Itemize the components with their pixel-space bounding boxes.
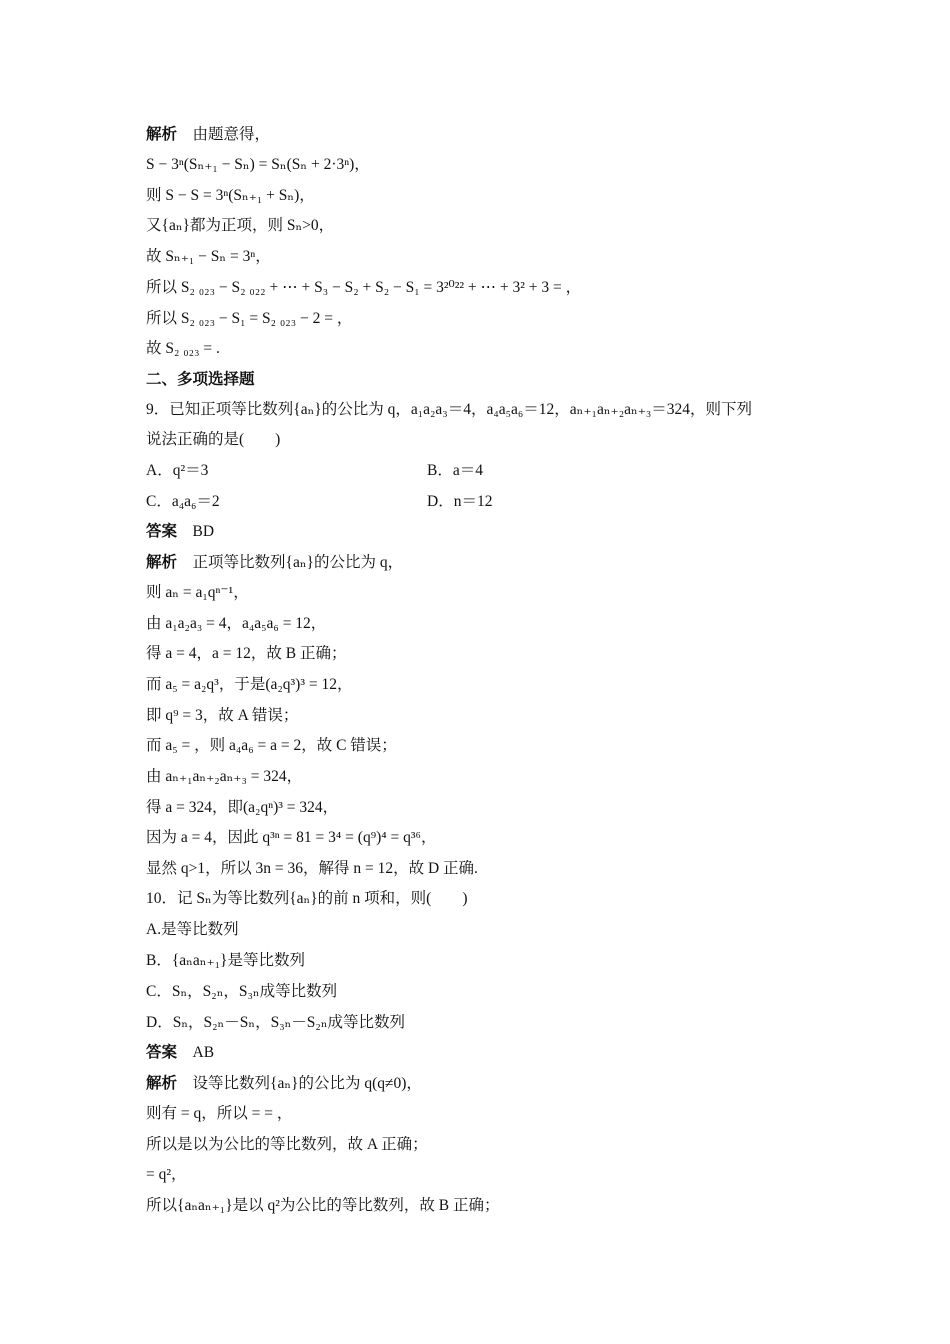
- text-line: 而 a₅ = a₂q³，于是(a₂q³)³ = 12，: [146, 676, 353, 693]
- option-c: C．a₄a₆＝2: [146, 493, 220, 510]
- text-remainder: 正项等比数列{aₙ}的公比为 q，: [177, 554, 404, 571]
- label: 解析: [146, 1075, 178, 1092]
- text-line: 即 q⁹ = 3，故 A 错误；: [146, 707, 299, 724]
- label: 答案: [146, 523, 178, 540]
- text-remainder: BD: [177, 523, 215, 540]
- text-line: 由 a₁a₂a₃ = 4，a₄a₅a₆ = 12，: [146, 615, 327, 632]
- text-line: 则 aₙ = a₁qⁿ⁻¹，: [146, 584, 249, 601]
- text-line: 得 a = 4，a = 12，故 B 正确；: [146, 645, 347, 662]
- option-a: A.是等比数列: [146, 921, 239, 938]
- option-d: D．Sₙ，S₂ₙ－Sₙ，S₃ₙ－S₂ₙ成等比数列: [146, 1014, 406, 1031]
- section-heading: 二、多项选择题: [146, 371, 255, 388]
- text-line: 则 S − S = 3ⁿ(Sₙ₊₁ + Sₙ)，: [146, 187, 315, 204]
- text-line: S − 3ⁿ(Sₙ₊₁ − Sₙ) = Sₙ(Sₙ + 2·3ⁿ)，: [146, 156, 370, 173]
- label: 答案: [146, 1044, 178, 1061]
- label: 解析: [146, 554, 178, 571]
- text-remainder: 由题意得，: [177, 126, 271, 143]
- text-line: 而 a₅ = ，则 a₄a₆ = a = 2，故 C 错误；: [146, 737, 397, 754]
- text-line: 又{aₙ}都为正项，则 Sₙ>0，: [146, 217, 335, 234]
- text-line: 显然 q>1，所以 3n = 36，解得 n = 12，故 D 正确.: [146, 860, 478, 877]
- question-9-line-1: 9．已知正项等比数列{aₙ}的公比为 q，a₁a₂a₃＝4，a₄a₅a₆＝12，aₙ₊₁aₙ₊₂aₙ₊₃＝324，则下列: [146, 401, 753, 418]
- text-remainder: AB: [177, 1044, 215, 1061]
- text-line: [146, 125, 270, 145]
- text-line: = q²，: [146, 1166, 187, 1183]
- option-b: B．a＝4: [427, 462, 483, 479]
- text-line: 故 S₂ ₀₂₃ = .: [146, 340, 220, 357]
- answer-line: [146, 522, 214, 542]
- text-line: 所以 S₂ ₀₂₃ − S₂ ₀₂₂ + ⋯ + S₃ − S₂ + S₂ − S₁ = 3²⁰²² + ⋯ + 3² + 3 = ，: [146, 279, 582, 296]
- option-b: B．{aₙaₙ₊₁}是等比数列: [146, 952, 305, 969]
- text-line: 所以{aₙaₙ₊₁}是以 q²为公比的等比数列，故 B 正确；: [146, 1197, 500, 1214]
- text-line: 得 a = 324，即(a₂qⁿ)³ = 324，: [146, 799, 339, 816]
- answer-line: [146, 1043, 214, 1063]
- question-9-line-2: 说法正确的是( ): [146, 431, 281, 448]
- question-10-line: 10．记 Sₙ为等比数列{aₙ}的前 n 项和，则( ): [146, 890, 468, 907]
- option-d: D．n＝12: [427, 493, 493, 510]
- text-line: 因为 a = 4，因此 q³ⁿ = 81 = 3⁴ = (q⁹)⁴ = q³⁶，: [146, 829, 437, 846]
- text-line: 所以是以为公比的等比数列，故 A 正确；: [146, 1136, 428, 1153]
- text-line: 由 aₙ₊₁aₙ₊₂aₙ₊₃ = 324，: [146, 768, 303, 785]
- text-line: 则有 = q，所以 = = ，: [146, 1105, 293, 1122]
- text-line: 故 Sₙ₊₁ − Sₙ = 3ⁿ，: [146, 248, 271, 265]
- label-jiexi: 解析: [146, 126, 178, 143]
- text-line: 所以 S₂ ₀₂₃ − S₁ = S₂ ₀₂₃ − 2 = ，: [146, 310, 353, 327]
- text-line: [146, 1074, 422, 1094]
- option-a: A．q²＝3: [146, 462, 209, 479]
- text-line: [146, 553, 403, 573]
- option-c: C．Sₙ，S₂ₙ，S₃ₙ成等比数列: [146, 983, 338, 1000]
- text-remainder: 设等比数列{aₙ}的公比为 q(q≠0)，: [177, 1075, 422, 1092]
